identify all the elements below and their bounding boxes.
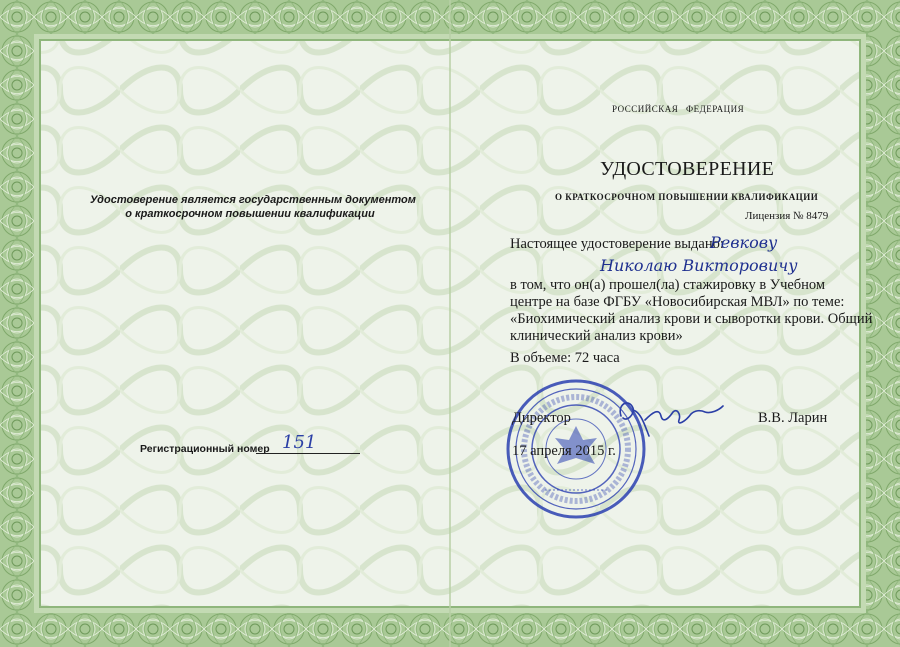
- country-word1: РОССИЙСКАЯ: [612, 104, 679, 114]
- course-volume: В объеме: 72 часа: [510, 350, 620, 366]
- registration-number: 151: [282, 432, 317, 453]
- body-line1: в том, что он(а) прошел(ла) стажировку в Учебном: [510, 277, 826, 293]
- director-name: В.В. Ларин: [758, 410, 828, 426]
- body-line4: клинический анализ крови»: [510, 328, 683, 344]
- recipient-name: Николаю Викторовичу: [600, 256, 798, 275]
- handwritten-signature-icon: [615, 396, 725, 440]
- body-line3: «Биохимический анализ крови и сыворотки крови. Общий: [510, 311, 873, 327]
- body-line2: центре на базе ФГБУ «Новосибирская МВЛ» по теме:: [510, 294, 845, 310]
- country-word2: ФЕДЕРАЦИЯ: [686, 104, 745, 114]
- issue-date: 17 апреля 2015 г.: [512, 443, 616, 459]
- certificate-subtitle: О КРАТКОСРОЧНОМ ПОВЫШЕНИИ КВАЛИФИКАЦИИ: [555, 192, 819, 202]
- certificate-title: УДОСТОВЕРЕНИЕ: [600, 158, 775, 180]
- registration-label: Регистрационный номер: [140, 443, 270, 455]
- recipient-surname: Ревкову: [710, 233, 778, 252]
- left-note-line2: о краткосрочном повышении квалификации: [125, 208, 375, 220]
- license-number: Лицензия № 8479: [745, 210, 829, 222]
- registration-underline: [256, 453, 360, 454]
- issued-prefix: Настоящее удостоверение выдано:: [510, 236, 724, 252]
- director-label: Директор: [512, 410, 571, 426]
- left-note-line1: Удостоверение является государственным документом: [90, 194, 416, 206]
